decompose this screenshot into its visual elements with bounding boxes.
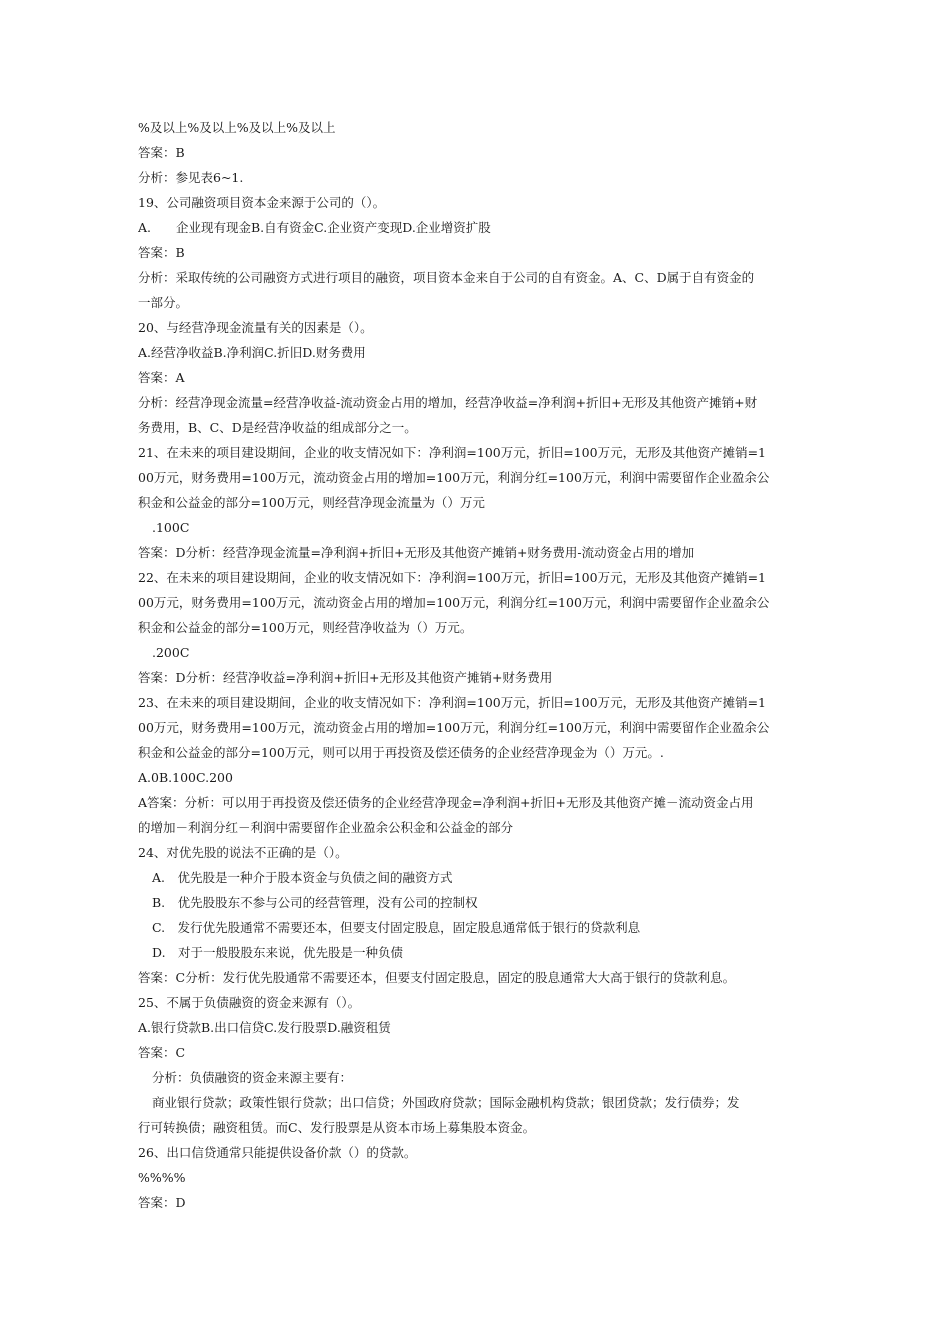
text-line: 行可转换债；融资租赁。而C、发行股票是从资本市场上募集股本资金。 <box>138 1120 536 1135</box>
text-line: 答案：D <box>138 1195 186 1210</box>
text-line: 24、对优先股的说法不正确的是（）。 <box>138 845 348 860</box>
text-line: 商业银行贷款；政策性银行贷款；出口信贷；外国政府贷款；国际金融机构贷款；银团贷款；发行债券；发 <box>152 1095 740 1110</box>
text-line: A. 企业现有现金B.自有资金C.企业资产变现D.企业增资扩股 <box>138 220 491 235</box>
text-line: 00万元，财务费用=100万元，流动资金占用的增加=100万元，利润分红=100万元，利润中需要留作企业盈余公 <box>138 470 770 485</box>
text-line: .200C <box>152 645 190 660</box>
text-line: 答案：A <box>138 370 185 385</box>
text-line: A.0B.100C.200 <box>138 770 233 785</box>
text-line: 分析：采取传统的公司融资方式进行项目的融资，项目资本金来自于公司的自有资金。A、C、D属于自有资金的 <box>138 270 755 285</box>
text-line: 的增加－利润分红－利润中需要留作企业盈余公积金和公益金的部分 <box>138 820 514 835</box>
text-line: 答案：D分析：经营净收益=净利润+折旧+无形及其他资产摊销+财务费用 <box>138 670 553 685</box>
text-line: 19、公司融资项目资本金来源于公司的（）。 <box>138 195 386 210</box>
text-line: A答案：分析：可以用于再投资及偿还债务的企业经营净现金=净利润+折旧+无形及其他资产摊－流动资金占用 <box>138 795 754 810</box>
text-line: 26、出口信贷通常只能提供设备价款（）的贷款。 <box>138 1145 417 1160</box>
text-line: .100C <box>152 520 190 535</box>
text-line: 答案：C <box>138 1045 186 1060</box>
text-line: 答案：B <box>138 245 185 260</box>
text-line: A. 优先股是一种介于股本资金与负债之间的融资方式 <box>152 870 453 885</box>
text-line: D. 对于一般股股东来说，优先股是一种负债 <box>152 945 404 960</box>
text-line: 25、不属于负债融资的资金来源有（）。 <box>138 995 361 1010</box>
text-line: C. 发行优先股通常不需要还本，但要支付固定股息，固定股息通常低于银行的贷款利息 <box>152 920 641 935</box>
text-line: 积金和公益金的部分=100万元，则可以用于再投资及偿还债务的企业经营净现金为（）万元。. <box>138 745 664 760</box>
text-line: 分析：经营净现金流量=经营净收益-流动资金占用的增加，经营净收益=净利润+折旧+无形及其他资产摊销+财 <box>138 395 758 410</box>
text-line: 积金和公益金的部分=100万元，则经营净现金流量为（）万元 <box>138 495 485 510</box>
text-line: 分析：参见表6~1. <box>138 170 244 185</box>
text-line: %及以上%及以上%及以上%及以上 <box>138 120 336 135</box>
text-line: A.经营净收益B.净利润C.折旧D.财务费用 <box>138 345 366 360</box>
text-line: 20、与经营净现金流量有关的因素是（）。 <box>138 320 373 335</box>
text-line: 一部分。 <box>138 295 189 310</box>
text-line: 00万元，财务费用=100万元，流动资金占用的增加=100万元，利润分红=100万元，利润中需要留作企业盈余公 <box>138 595 770 610</box>
text-line: 00万元，财务费用=100万元，流动资金占用的增加=100万元，利润分红=100万元，利润中需要留作企业盈余公 <box>138 720 770 735</box>
text-line: B. 优先股股东不参与公司的经营管理，没有公司的控制权 <box>152 895 478 910</box>
document-body <box>138 115 818 1215</box>
text-line: 务费用，B、C、D是经营净收益的组成部分之一。 <box>138 420 417 435</box>
text-line: %%%% <box>138 1170 186 1185</box>
text-line: 积金和公益金的部分=100万元，则经营净收益为（）万元。 <box>138 620 473 635</box>
text-line: 21、在未来的项目建设期间，企业的收支情况如下：净利润=100万元，折旧=100万元，无形及其他资产摊销=1 <box>138 445 766 460</box>
text-line: A.银行贷款B.出口信贷C.发行股票D.融资租赁 <box>138 1020 391 1035</box>
text-line: 分析：负债融资的资金来源主要有： <box>152 1070 353 1085</box>
text-line: 答案：D分析：经营净现金流量=净利润+折旧+无形及其他资产摊销+财务费用-流动资金占用的增加 <box>138 545 695 560</box>
text-line: 答案：B <box>138 145 185 160</box>
text-line: 23、在未来的项目建设期间，企业的收支情况如下：净利润=100万元，折旧=100万元，无形及其他资产摊销=1 <box>138 695 766 710</box>
text-line: 答案：C分析：发行优先股通常不需要还本，但要支付固定股息，固定的股息通常大大高于银行的贷款利息。 <box>138 970 736 985</box>
text-line: 22、在未来的项目建设期间，企业的收支情况如下：净利润=100万元，折旧=100万元，无形及其他资产摊销=1 <box>138 570 766 585</box>
